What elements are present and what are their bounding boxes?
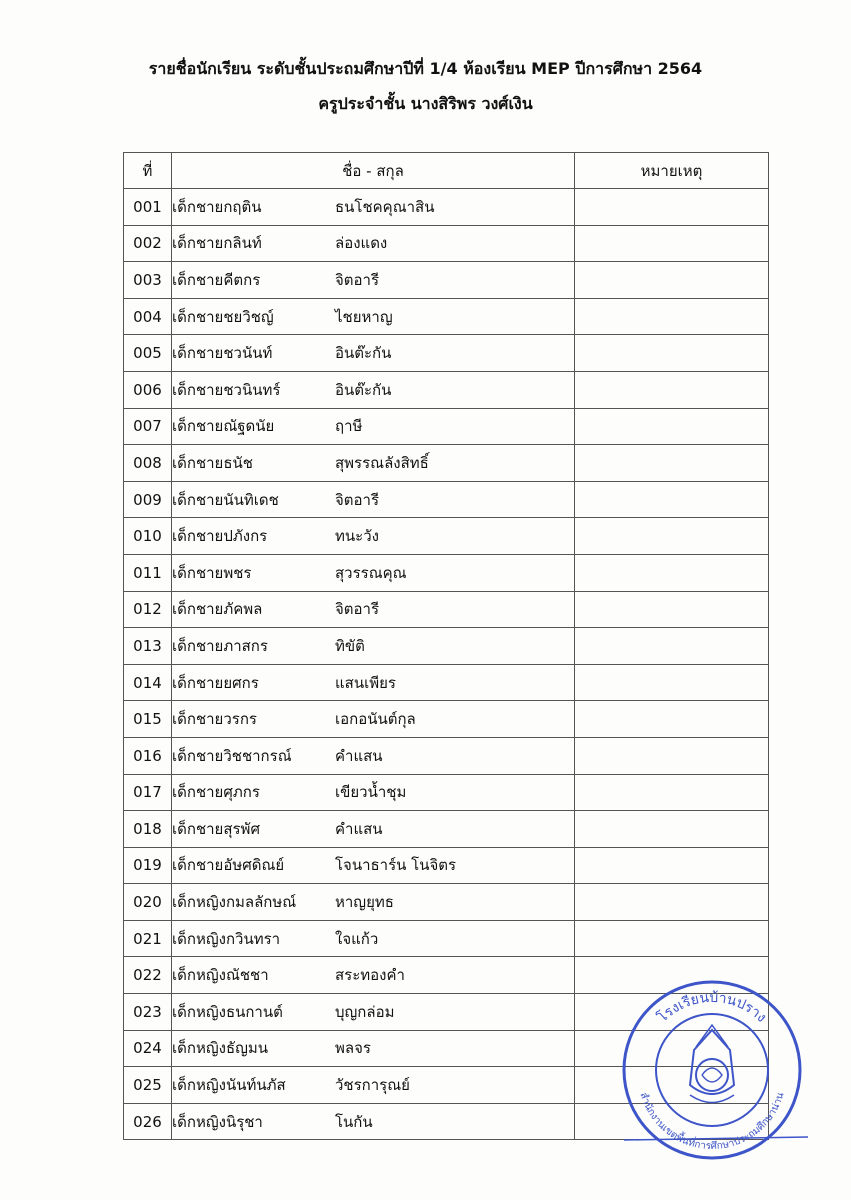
- student-name: [172, 262, 575, 299]
- header-note: หมายเหตุ: [575, 153, 769, 189]
- student-last-name: จิตอารี: [335, 600, 380, 619]
- table-row: [124, 189, 769, 226]
- table-row: [124, 518, 769, 555]
- row-number: 012: [124, 591, 172, 628]
- row-number: 022: [124, 957, 172, 994]
- table-row: [124, 554, 769, 591]
- student-last-name: วัชรการุณย์: [335, 1076, 410, 1095]
- student-name: [172, 884, 575, 921]
- row-note: [575, 920, 769, 957]
- row-number: 010: [124, 518, 172, 555]
- table-row: [124, 262, 769, 299]
- table-row: [124, 335, 769, 372]
- table-row: [124, 481, 769, 518]
- row-number: 014: [124, 664, 172, 701]
- student-name: [172, 847, 575, 884]
- student-last-name: เอกอนันต์กุล: [335, 710, 416, 729]
- row-number: 011: [124, 554, 172, 591]
- table-row: [124, 847, 769, 884]
- table-row: [124, 811, 769, 848]
- student-name: [172, 408, 575, 445]
- student-first-name: เด็กชายคีตกร: [172, 270, 261, 289]
- row-number: 005: [124, 335, 172, 372]
- row-note: [575, 189, 769, 226]
- student-first-name: เด็กชายสุรพัศ: [172, 819, 260, 838]
- student-name: [172, 518, 575, 555]
- student-first-name: เด็กชายณัฐดนัย: [172, 417, 275, 436]
- stamp-text-top: โรงเรียนบ้านปราง: [654, 989, 770, 1026]
- student-name: [172, 957, 575, 994]
- student-first-name: เด็กชายอัษศดิณย์: [172, 856, 285, 875]
- row-note: [575, 481, 769, 518]
- student-last-name: สุวรรณคุณ: [335, 563, 407, 582]
- student-first-name: เด็กหญิงธนกานต์: [172, 1002, 283, 1021]
- row-note: [575, 371, 769, 408]
- row-note: [575, 518, 769, 555]
- student-first-name: เด็กหญิงนันท์นภัส: [172, 1076, 286, 1095]
- table-row: [124, 371, 769, 408]
- row-number: 002: [124, 225, 172, 262]
- row-note: [575, 554, 769, 591]
- row-number: 009: [124, 481, 172, 518]
- student-last-name: หาญยุทธ: [335, 893, 394, 912]
- row-number: 004: [124, 298, 172, 335]
- table-row: [124, 701, 769, 738]
- student-first-name: เด็กชายวิชชากรณ์: [172, 746, 292, 765]
- student-last-name: คำแสน: [335, 819, 383, 838]
- row-note: [575, 811, 769, 848]
- row-note: [575, 664, 769, 701]
- student-first-name: เด็กชายนันทิเดช: [172, 490, 279, 509]
- student-name: [172, 189, 575, 226]
- student-name: [172, 1030, 575, 1067]
- student-last-name: ล่องแดง: [335, 234, 388, 253]
- student-first-name: เด็กหญิงกวินทรา: [172, 929, 281, 948]
- school-seal-stamp: [612, 975, 812, 1165]
- student-name: [172, 298, 575, 335]
- student-last-name: ไชยหาญ: [335, 307, 393, 326]
- teacher-name: ครูประจำชั้น นางสิริพร วงศ์เงิน: [318, 94, 533, 113]
- student-name: [172, 737, 575, 774]
- table-header-row: [124, 153, 769, 189]
- row-number: 023: [124, 994, 172, 1031]
- row-note: [575, 774, 769, 811]
- table-row: [124, 298, 769, 335]
- student-first-name: เด็กชายยศกร: [172, 673, 259, 692]
- row-number: 020: [124, 884, 172, 921]
- row-note: [575, 445, 769, 482]
- row-note: [575, 847, 769, 884]
- student-first-name: เด็กชายภัคพล: [172, 600, 263, 619]
- document-title: รายชื่อนักเรียน ระดับชั้นประถมศึกษาปีที่ 1/4 ห้องเรียน MEP ปีการศึกษา 2564: [148, 59, 703, 78]
- student-last-name: ทนะวัง: [335, 527, 379, 546]
- student-first-name: เด็กหญิงธัญมน: [172, 1039, 269, 1058]
- student-name: [172, 994, 575, 1031]
- student-last-name: พลจร: [335, 1039, 371, 1058]
- student-last-name: อินต๊ะกัน: [335, 380, 392, 399]
- student-last-name: ทิขัติ: [335, 636, 365, 655]
- row-number: 021: [124, 920, 172, 957]
- row-note: [575, 591, 769, 628]
- row-note: [575, 628, 769, 665]
- student-name: [172, 628, 575, 665]
- student-name: [172, 481, 575, 518]
- student-first-name: เด็กชายวรกร: [172, 710, 257, 729]
- student-name: [172, 591, 575, 628]
- student-name: [172, 445, 575, 482]
- student-last-name: แสนเพียร: [335, 673, 396, 692]
- student-last-name: ใจแก้ว: [335, 929, 379, 948]
- student-last-name: ฤาษี: [335, 417, 363, 436]
- student-last-name: คำแสน: [335, 746, 383, 765]
- student-name: [172, 664, 575, 701]
- student-first-name: เด็กชายชยวิชญ์: [172, 307, 274, 326]
- student-first-name: เด็กชายปภังกร: [172, 527, 268, 546]
- student-last-name: สระทองคำ: [335, 966, 405, 985]
- student-last-name: จิตอารี: [335, 490, 380, 509]
- table-row: [124, 737, 769, 774]
- row-number: 001: [124, 189, 172, 226]
- student-name: [172, 774, 575, 811]
- row-number: 017: [124, 774, 172, 811]
- table-row: [124, 445, 769, 482]
- row-note: [575, 737, 769, 774]
- student-last-name: โจนาธาร์น โนจิตร: [335, 856, 457, 875]
- row-number: 024: [124, 1030, 172, 1067]
- stamp-text-bottom: สำนักงานเขตพื้นที่การศึกษาประถมศึกษาน่าน: [637, 1091, 787, 1153]
- table-row: [124, 884, 769, 921]
- row-number: 025: [124, 1067, 172, 1104]
- student-name: [172, 371, 575, 408]
- row-number: 026: [124, 1103, 172, 1140]
- student-first-name: เด็กชายชวนันท์: [172, 344, 273, 363]
- student-first-name: เด็กชายพชร: [172, 563, 252, 582]
- student-first-name: เด็กชายกลินท์: [172, 234, 262, 253]
- student-first-name: เด็กชายภาสกร: [172, 636, 268, 655]
- student-last-name: อินต๊ะกัน: [335, 344, 392, 363]
- student-last-name: โนกัน: [335, 1112, 373, 1131]
- student-first-name: เด็กหญิงณัชชา: [172, 966, 269, 985]
- row-number: 008: [124, 445, 172, 482]
- student-first-name: เด็กชายชวนินทร์: [172, 380, 281, 399]
- table-row: [124, 408, 769, 445]
- row-note: [575, 884, 769, 921]
- table-row: [124, 774, 769, 811]
- row-note: [575, 298, 769, 335]
- student-name: [172, 811, 575, 848]
- student-name: [172, 701, 575, 738]
- row-note: [575, 408, 769, 445]
- student-first-name: เด็กหญิงนิรุชา: [172, 1112, 263, 1131]
- student-name: [172, 1103, 575, 1140]
- table-row: [124, 920, 769, 957]
- student-first-name: เด็กชายกฤติน: [172, 197, 262, 216]
- row-number: 006: [124, 371, 172, 408]
- table-row: [124, 225, 769, 262]
- student-first-name: เด็กชายศุภกร: [172, 783, 260, 802]
- row-number: 019: [124, 847, 172, 884]
- svg-text:สำนักงานเขตพื้นที่การศึกษาประถ: [637, 1091, 786, 1152]
- student-name: [172, 920, 575, 957]
- row-number: 018: [124, 811, 172, 848]
- row-number: 013: [124, 628, 172, 665]
- student-last-name: บุญกล่อม: [335, 1002, 395, 1021]
- row-note: [575, 262, 769, 299]
- row-note: [575, 225, 769, 262]
- row-number: 016: [124, 737, 172, 774]
- student-name: [172, 225, 575, 262]
- row-number: 015: [124, 701, 172, 738]
- student-last-name: ธนโชคคุณาสิน: [335, 197, 435, 216]
- row-note: [575, 335, 769, 372]
- row-number: 007: [124, 408, 172, 445]
- student-name: [172, 1067, 575, 1104]
- table-row: [124, 628, 769, 665]
- row-number: 003: [124, 262, 172, 299]
- table-row: [124, 664, 769, 701]
- svg-text:โรงเรียนบ้านปราง: [654, 990, 769, 1026]
- row-note: [575, 701, 769, 738]
- student-last-name: เขียวน้ำชุม: [335, 783, 407, 802]
- student-last-name: สุพรรณลังสิทธิ์: [335, 453, 429, 472]
- header-number: ที่: [124, 153, 172, 189]
- student-first-name: เด็กชายธนัช: [172, 453, 253, 472]
- student-first-name: เด็กหญิงกมลลักษณ์: [172, 893, 297, 912]
- student-name: [172, 554, 575, 591]
- header-name: ชื่อ - สกุล: [172, 153, 575, 189]
- table-row: [124, 591, 769, 628]
- student-last-name: จิตอารี: [335, 270, 380, 289]
- student-name: [172, 335, 575, 372]
